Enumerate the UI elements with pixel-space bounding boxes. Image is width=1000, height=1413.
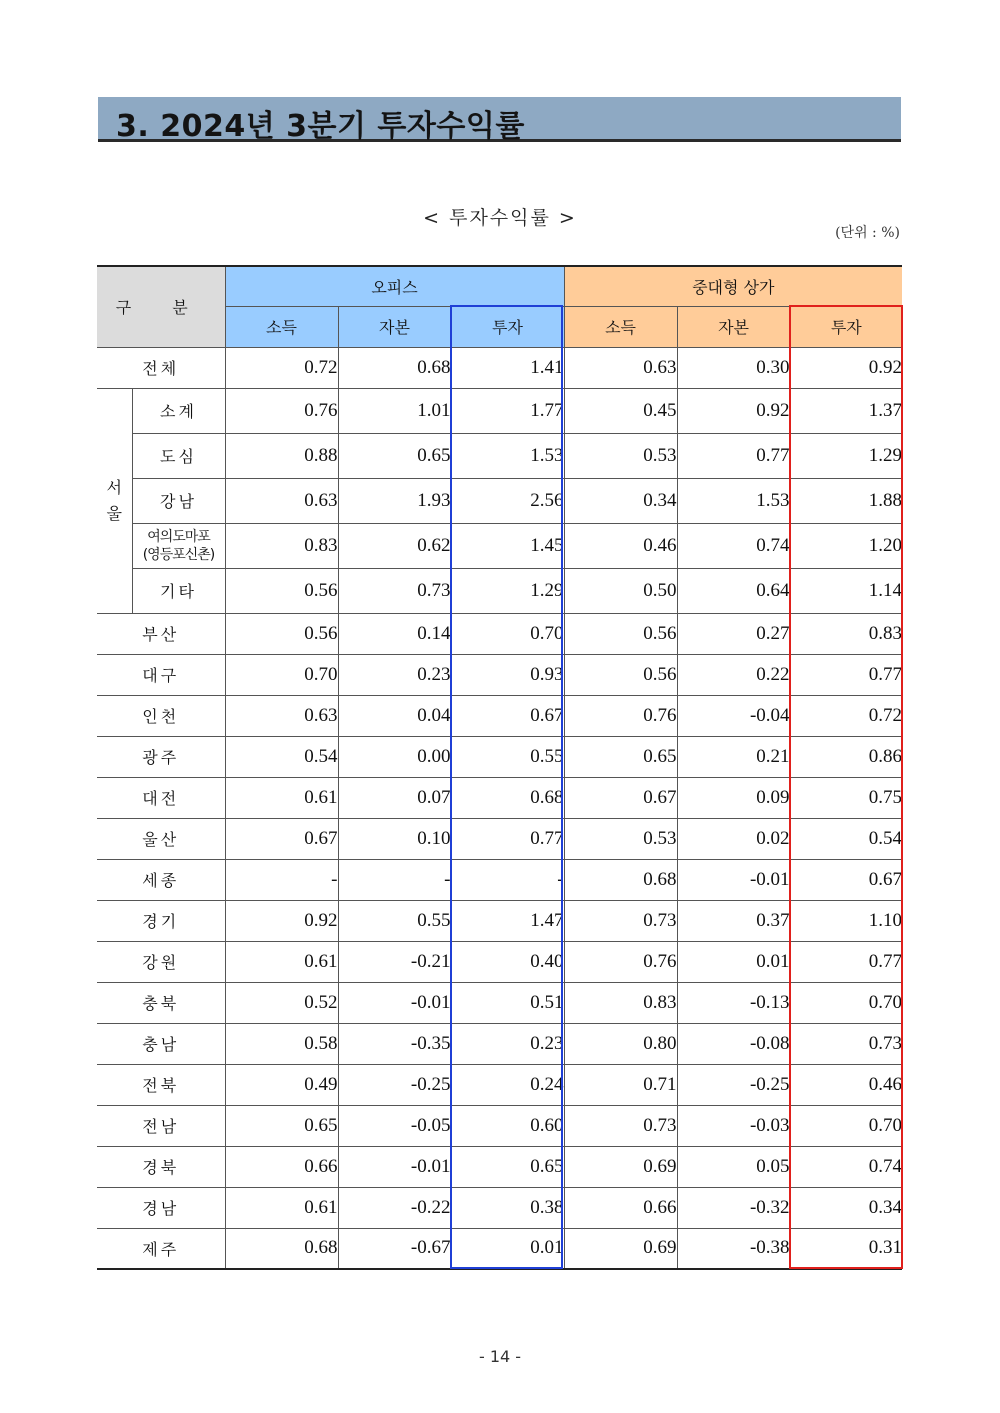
value-cell: 1.77	[451, 388, 564, 433]
value-cell: 0.92	[225, 900, 338, 941]
value-cell: 0.53	[564, 433, 677, 478]
row-label: 세종	[97, 859, 225, 900]
value-cell: -0.32	[677, 1187, 790, 1228]
value-cell: 0.73	[338, 568, 451, 613]
row-label: 충남	[97, 1023, 225, 1064]
value-cell: -0.25	[338, 1064, 451, 1105]
row-label: 강원	[97, 941, 225, 982]
table-body	[97, 347, 902, 1269]
section-title-bar	[98, 97, 901, 142]
header-office: 오피스	[225, 266, 564, 306]
value-cell: 0.76	[564, 695, 677, 736]
row-label: 도심	[132, 433, 225, 478]
table-caption: < 투자수익률 >	[423, 207, 577, 229]
row-label: 전체	[97, 347, 225, 388]
value-cell: 0.04	[338, 695, 451, 736]
row-label: 전남	[97, 1105, 225, 1146]
value-cell: 0.34	[790, 1187, 902, 1228]
row-label: 광주	[97, 736, 225, 777]
value-cell: 0.05	[677, 1146, 790, 1187]
value-cell: 0.23	[451, 1023, 564, 1064]
value-cell: 1.45	[451, 523, 564, 568]
page-number: - 14 -	[478, 1347, 522, 1366]
table-row	[97, 695, 902, 736]
value-cell: 0.54	[790, 818, 902, 859]
value-cell: 0.23	[338, 654, 451, 695]
value-cell: 0.65	[564, 736, 677, 777]
value-cell: 0.55	[451, 736, 564, 777]
value-cell: 0.46	[790, 1064, 902, 1105]
table-row	[97, 982, 902, 1023]
value-cell: 0.77	[451, 818, 564, 859]
value-cell: -0.38	[677, 1228, 790, 1269]
value-cell: -	[225, 859, 338, 900]
value-cell: 0.66	[225, 1146, 338, 1187]
row-label: 충북	[97, 982, 225, 1023]
table-row	[97, 1228, 902, 1269]
value-cell: 0.54	[225, 736, 338, 777]
value-cell: 0.92	[790, 347, 902, 388]
row-label: 인천	[97, 695, 225, 736]
value-cell: 0.69	[564, 1146, 677, 1187]
table-row	[97, 1146, 902, 1187]
value-cell: -0.01	[677, 859, 790, 900]
value-cell: 0.45	[564, 388, 677, 433]
row-label: 소계	[132, 388, 225, 433]
value-cell: 0.72	[790, 695, 902, 736]
table-row	[97, 1187, 902, 1228]
table-row	[97, 613, 902, 654]
value-cell: 0.83	[564, 982, 677, 1023]
table-row	[97, 388, 902, 433]
row-label: 부산	[97, 613, 225, 654]
value-cell: 0.14	[338, 613, 451, 654]
value-cell: 0.01	[677, 941, 790, 982]
value-cell: 0.67	[564, 777, 677, 818]
value-cell: 0.56	[564, 654, 677, 695]
value-cell: 0.73	[564, 1105, 677, 1146]
value-cell: 1.01	[338, 388, 451, 433]
value-cell: 0.68	[564, 859, 677, 900]
value-cell: 1.47	[451, 900, 564, 941]
value-cell: 1.41	[451, 347, 564, 388]
value-cell: 0.21	[677, 736, 790, 777]
value-cell: 0.68	[451, 777, 564, 818]
row-label: 대전	[97, 777, 225, 818]
value-cell: 1.10	[790, 900, 902, 941]
value-cell: -0.01	[338, 1146, 451, 1187]
value-cell: 0.31	[790, 1228, 902, 1269]
value-cell: 0.65	[225, 1105, 338, 1146]
value-cell: -0.67	[338, 1228, 451, 1269]
value-cell: 0.30	[677, 347, 790, 388]
row-label: 기타	[132, 568, 225, 613]
value-cell: 0.34	[564, 478, 677, 523]
value-cell: 0.69	[564, 1228, 677, 1269]
value-cell: -0.25	[677, 1064, 790, 1105]
value-cell: 0.50	[564, 568, 677, 613]
table-row	[97, 523, 902, 568]
value-cell: 0.73	[564, 900, 677, 941]
header-office-capital: 자본	[338, 306, 451, 347]
value-cell: 0.77	[790, 654, 902, 695]
value-cell: 0.64	[677, 568, 790, 613]
section-title: 3. 2024년 3분기 투자수익률	[116, 109, 525, 144]
value-cell: 1.29	[451, 568, 564, 613]
value-cell: 0.53	[564, 818, 677, 859]
value-cell: 0.88	[225, 433, 338, 478]
value-cell: 1.53	[677, 478, 790, 523]
value-cell: 0.83	[225, 523, 338, 568]
value-cell: 0.73	[790, 1023, 902, 1064]
value-cell: 0.70	[225, 654, 338, 695]
value-cell: 0.70	[790, 982, 902, 1023]
value-cell: 0.27	[677, 613, 790, 654]
row-label: 강남	[132, 478, 225, 523]
value-cell: 0.58	[225, 1023, 338, 1064]
value-cell: 0.68	[225, 1228, 338, 1269]
row-label: 경기	[97, 900, 225, 941]
table-row	[97, 478, 902, 523]
header-retail-investment: 투자	[790, 306, 902, 347]
value-cell: 0.68	[338, 347, 451, 388]
value-cell: 0.65	[451, 1146, 564, 1187]
value-cell: 0.49	[225, 1064, 338, 1105]
value-cell: 0.09	[677, 777, 790, 818]
table-row	[97, 654, 902, 695]
value-cell: 2.56	[451, 478, 564, 523]
value-cell: 0.01	[451, 1228, 564, 1269]
value-cell: 0.67	[790, 859, 902, 900]
value-cell: 0.63	[225, 478, 338, 523]
table-row	[97, 1023, 902, 1064]
value-cell: 0.60	[451, 1105, 564, 1146]
value-cell: 1.14	[790, 568, 902, 613]
value-cell: -0.04	[677, 695, 790, 736]
value-cell: 1.53	[451, 433, 564, 478]
value-cell: 0.76	[564, 941, 677, 982]
value-cell: 0.07	[338, 777, 451, 818]
row-label: 대구	[97, 654, 225, 695]
value-cell: 0.74	[677, 523, 790, 568]
value-cell: 0.61	[225, 1187, 338, 1228]
unit-note: (단위 : %)	[835, 225, 900, 241]
value-cell: -0.13	[677, 982, 790, 1023]
value-cell: 0.70	[790, 1105, 902, 1146]
value-cell: 0.61	[225, 941, 338, 982]
row-label: 울산	[97, 818, 225, 859]
row-label: 제주	[97, 1228, 225, 1269]
value-cell: 0.22	[677, 654, 790, 695]
value-cell: 1.93	[338, 478, 451, 523]
value-cell: 0.92	[677, 388, 790, 433]
value-cell: 1.20	[790, 523, 902, 568]
value-cell: 0.63	[225, 695, 338, 736]
value-cell: 0.56	[225, 613, 338, 654]
value-cell: -0.01	[338, 982, 451, 1023]
value-cell: 0.93	[451, 654, 564, 695]
value-cell: -0.35	[338, 1023, 451, 1064]
header-category: 구 분	[97, 266, 225, 347]
value-cell: 0.37	[677, 900, 790, 941]
value-cell: 0.62	[338, 523, 451, 568]
value-cell: 0.80	[564, 1023, 677, 1064]
value-cell: -0.21	[338, 941, 451, 982]
value-cell: 1.29	[790, 433, 902, 478]
value-cell: 0.67	[451, 695, 564, 736]
table-row	[97, 859, 902, 900]
value-cell: -0.22	[338, 1187, 451, 1228]
value-cell: 0.72	[225, 347, 338, 388]
investment-return-table	[97, 265, 902, 1270]
value-cell: 0.56	[564, 613, 677, 654]
value-cell: -	[451, 859, 564, 900]
table-row	[97, 347, 902, 388]
header-office-income: 소득	[225, 306, 338, 347]
seoul-group-label: 서 울	[97, 388, 132, 613]
value-cell: 0.77	[790, 941, 902, 982]
value-cell: 0.71	[564, 1064, 677, 1105]
value-cell: 0.63	[564, 347, 677, 388]
value-cell: 1.88	[790, 478, 902, 523]
table-row	[97, 900, 902, 941]
value-cell: -	[338, 859, 451, 900]
value-cell: 0.55	[338, 900, 451, 941]
header-retail-income: 소득	[564, 306, 677, 347]
value-cell: 0.70	[451, 613, 564, 654]
value-cell: 0.66	[564, 1187, 677, 1228]
value-cell: 0.40	[451, 941, 564, 982]
value-cell: 0.77	[677, 433, 790, 478]
table-row	[97, 568, 902, 613]
value-cell: 0.83	[790, 613, 902, 654]
value-cell: 0.00	[338, 736, 451, 777]
header-retail-capital: 자본	[677, 306, 790, 347]
value-cell: 0.10	[338, 818, 451, 859]
value-cell: 0.02	[677, 818, 790, 859]
table-row	[97, 433, 902, 478]
table-row	[97, 1064, 902, 1105]
value-cell: 0.74	[790, 1146, 902, 1187]
value-cell: -0.05	[338, 1105, 451, 1146]
value-cell: 0.67	[225, 818, 338, 859]
table-row	[97, 1105, 902, 1146]
value-cell: 0.38	[451, 1187, 564, 1228]
value-cell: 0.65	[338, 433, 451, 478]
table-row	[97, 941, 902, 982]
value-cell: 0.24	[451, 1064, 564, 1105]
value-cell: 0.75	[790, 777, 902, 818]
value-cell: 0.86	[790, 736, 902, 777]
table-row	[97, 818, 902, 859]
value-cell: 0.46	[564, 523, 677, 568]
value-cell: 1.37	[790, 388, 902, 433]
value-cell: 0.76	[225, 388, 338, 433]
header-retail: 중대형 상가	[564, 266, 902, 306]
value-cell: -0.08	[677, 1023, 790, 1064]
row-label: 경북	[97, 1146, 225, 1187]
value-cell: 0.52	[225, 982, 338, 1023]
row-label: 여의도마포 (영등포신촌)	[132, 523, 225, 568]
value-cell: 0.61	[225, 777, 338, 818]
value-cell: 0.56	[225, 568, 338, 613]
table-row	[97, 777, 902, 818]
row-label: 전북	[97, 1064, 225, 1105]
table-row	[97, 736, 902, 777]
row-label: 경남	[97, 1187, 225, 1228]
value-cell: 0.51	[451, 982, 564, 1023]
header-office-investment: 투자	[451, 306, 564, 347]
value-cell: -0.03	[677, 1105, 790, 1146]
